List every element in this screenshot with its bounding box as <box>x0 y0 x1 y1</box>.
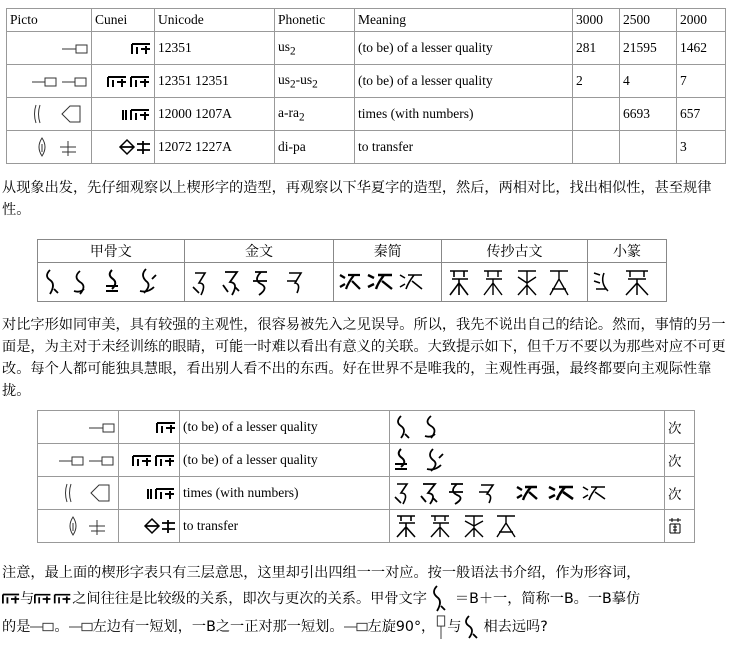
transmitted-ci-glyph-icon <box>393 513 543 539</box>
transmitted-ancient-header: 传抄古文 <box>441 240 587 263</box>
cuneiform-cell <box>92 131 155 164</box>
arrow-pictograph-icon <box>344 621 368 633</box>
phonetic-cell: $a-ra_2$ <box>275 98 355 131</box>
meaning-cell: times (with numbers) <box>180 477 390 510</box>
cuneiform-cell <box>119 477 180 510</box>
modern-char-cell: 次 <box>665 477 695 510</box>
script-header-row <box>38 240 667 263</box>
cuneiform-us-us-icon <box>132 454 176 468</box>
unicode-cell: 12072 1227A <box>155 131 275 164</box>
col-header: Meaning <box>355 9 573 32</box>
phonetic-cell: $us_2-us_2$ <box>275 65 355 98</box>
lines-and-vessel-pictograph-icon <box>10 103 82 125</box>
note-line-2: 与 之间往往是比较级的关系，即次与更次的关系。甲骨文字 ＝B＋一，简称一B。一B摹仿 <box>2 584 730 614</box>
col-header: Cunei <box>92 9 155 32</box>
leaf-and-cross-pictograph-icon <box>41 515 111 537</box>
bronze-glyphs <box>184 263 334 302</box>
cuneiform-us-icon <box>131 42 151 56</box>
unicode-cell: 12351 12351 <box>155 65 275 98</box>
qin-slip-glyphs <box>334 263 442 302</box>
oracle-bone-ci-glyph-icon <box>393 414 453 440</box>
bronze-and-qin-ci-glyphs-icon <box>393 480 657 506</box>
col-header: Phonetic <box>275 9 355 32</box>
double-arrow-pictograph-icon <box>59 456 115 466</box>
note-line-1: 注意，最上面的楔形字表只有三层意思，这里却引出四组一一对应。按一般语法书介绍，作为形容词， <box>2 565 641 581</box>
table-row <box>38 444 695 477</box>
count-cell: 657 <box>677 98 726 131</box>
correspondence-table <box>37 410 695 543</box>
cuneiform-us-us-icon <box>107 75 151 89</box>
count-cell: 7 <box>677 65 726 98</box>
meaning-cell: (to be) of a lesser quality <box>355 32 573 65</box>
table-row <box>7 131 726 164</box>
cuneiform-a-ra-icon <box>146 487 176 501</box>
oracle-bone-header: 甲骨文 <box>38 240 185 263</box>
col-header: 2000 <box>677 9 726 32</box>
lines-and-vessel-pictograph-icon <box>41 482 111 504</box>
leaf-and-cross-pictograph-icon <box>10 136 82 158</box>
modern-char-cell: 次 <box>665 444 695 477</box>
chinese-forms-cell <box>390 411 665 444</box>
cuneiform-di-pa-icon <box>144 518 176 534</box>
pictograph-cell <box>38 477 119 510</box>
count-cell: 21595 <box>620 32 677 65</box>
cuneiform-cell <box>119 510 180 543</box>
pictograph-cell <box>7 98 92 131</box>
pictograph-cell <box>7 131 92 164</box>
count-cell: 1462 <box>677 32 726 65</box>
transmitted-ci-glyph-icon <box>446 267 578 297</box>
transmitted-ancient-glyphs <box>441 263 587 302</box>
intro-paragraph: 从现象出发，先仔细观察以上楔形字的造型，再观察以下华夏字的造型，然后，两相对比，找出相似性，甚至规律性。 <box>2 180 712 218</box>
oracle-bone-ci-glyph-icon <box>427 584 455 614</box>
count-cell: 4 <box>620 65 677 98</box>
table-row <box>7 65 726 98</box>
table-row <box>7 98 726 131</box>
cuneiform-us-us-icon <box>34 592 72 606</box>
count-cell <box>620 131 677 164</box>
small-seal-ci-glyph-icon <box>592 267 662 297</box>
count-cell <box>573 98 620 131</box>
oracle-bone-ci-glyph-icon <box>461 614 483 640</box>
unicode-cell: 12351 <box>155 32 275 65</box>
table-row <box>38 510 695 543</box>
comparison-paragraph: 对比字形如同审美，具有较强的主观性，很容易被先入之见误导。所以，我先不说出自己的结论。然而，事情的另一面是，为主对于未经训练的眼睛，可能一时难以看出有意义的关联。大致提示如下，但千万不要以为那些对应不可更改。每个人都可能独具慧眼，看出别人看不出的东西。好在世界不是唯我的，主观性再强，最终都要向主观际性靠拢。 <box>2 317 726 399</box>
cuneiform-cell <box>92 98 155 131</box>
meaning-cell: (to be) of a lesser quality <box>180 411 390 444</box>
count-cell: 281 <box>573 32 620 65</box>
chinese-forms-cell <box>390 510 665 543</box>
arrow-pictograph-icon <box>89 423 115 433</box>
chinese-forms-cell <box>390 477 665 510</box>
table-header-row <box>7 9 726 32</box>
bronze-header: 金文 <box>184 240 334 263</box>
count-cell <box>573 131 620 164</box>
oracle-bone-glyphs <box>38 263 185 302</box>
small-seal-header: 小篆 <box>588 240 667 263</box>
count-cell: 3 <box>677 131 726 164</box>
oracle-bone-ci-glyph-icon <box>42 267 162 297</box>
cuneiform-table <box>6 8 726 164</box>
table-row <box>38 411 695 444</box>
oracle-bone-ci-glyph-icon <box>393 447 453 473</box>
cuneiform-cell <box>92 32 155 65</box>
pictograph-cell <box>38 411 119 444</box>
phonetic-cell: di-pa <box>275 131 355 164</box>
arrow-pictograph-icon <box>62 44 88 54</box>
meaning-cell: to transfer <box>180 510 390 543</box>
phonetic-cell: $us_2$ <box>275 32 355 65</box>
table-row <box>7 32 726 65</box>
modern-char-cell <box>665 510 695 543</box>
col-header: Unicode <box>155 9 275 32</box>
count-cell: 6693 <box>620 98 677 131</box>
table-row <box>38 477 695 510</box>
script-forms-table <box>37 239 667 302</box>
cuneiform-cell <box>92 65 155 98</box>
cuneiform-di-pa-icon <box>119 139 151 155</box>
cuneiform-a-ra-icon <box>121 108 151 122</box>
meaning-cell: (to be) of a lesser quality <box>180 444 390 477</box>
note-line-3: 的是 。 左边有一短划，一B之一正对那一短划。 左旋90°， 与 相去远吗? <box>2 614 730 640</box>
cuneiform-cell <box>119 444 180 477</box>
modern-char-glyph-icon <box>668 518 682 534</box>
arrow-pictograph-icon <box>69 621 93 633</box>
meaning-cell: to transfer <box>355 131 573 164</box>
bronze-ci-glyph-icon <box>189 267 321 297</box>
arrow-pictograph-icon <box>30 621 54 633</box>
qin-slip-header: 秦简 <box>334 240 442 263</box>
pictograph-cell <box>7 65 92 98</box>
col-header: 3000 <box>573 9 620 32</box>
meaning-cell: times (with numbers) <box>355 98 573 131</box>
modern-char-cell: 次 <box>665 411 695 444</box>
note-paragraph <box>2 562 730 640</box>
cuneiform-us-icon <box>156 421 176 435</box>
script-glyph-row <box>38 263 667 302</box>
col-header: 2500 <box>620 9 677 32</box>
chinese-forms-cell <box>390 444 665 477</box>
pictograph-cell <box>38 510 119 543</box>
cuneiform-cell <box>119 411 180 444</box>
count-cell: 2 <box>573 65 620 98</box>
cuneiform-us-icon <box>2 592 20 606</box>
col-header: Picto <box>7 9 92 32</box>
pictograph-cell <box>7 32 92 65</box>
pictograph-cell <box>38 444 119 477</box>
meaning-cell: (to be) of a lesser quality <box>355 65 573 98</box>
qin-slip-ci-glyph-icon <box>338 267 434 297</box>
small-seal-glyphs <box>588 263 667 302</box>
rotated-arrow-pictograph-icon <box>435 615 447 639</box>
double-arrow-pictograph-icon <box>32 77 88 87</box>
unicode-cell: 12000 1207A <box>155 98 275 131</box>
